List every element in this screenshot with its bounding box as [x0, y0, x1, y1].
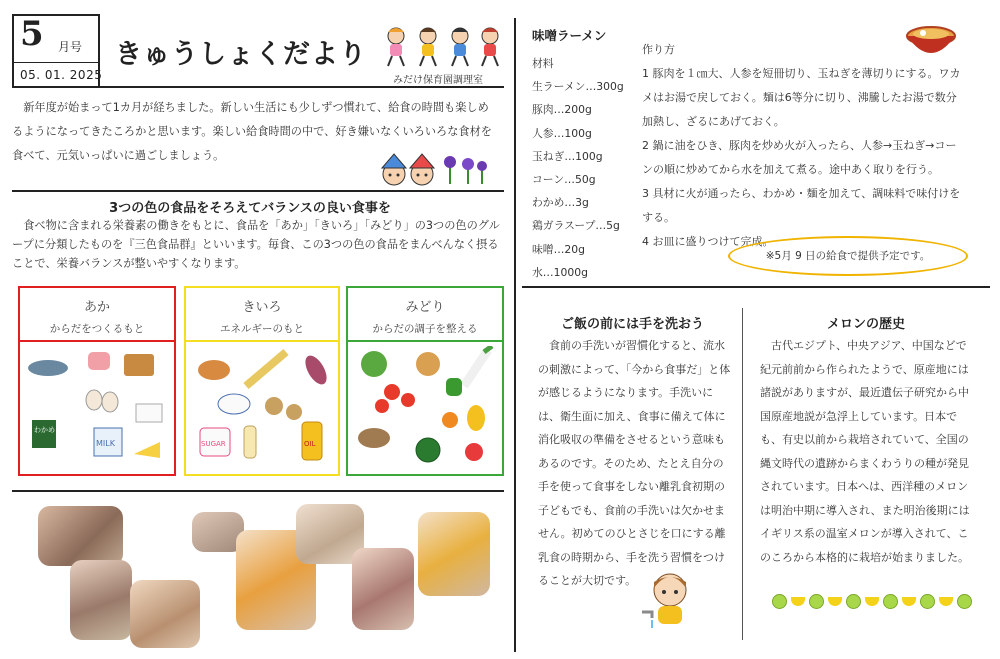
milk-label: MILK [96, 439, 115, 448]
banana-icon [828, 597, 842, 606]
banana-icon [939, 597, 953, 606]
cheese-icon [134, 442, 160, 458]
issue-number: 5 [20, 14, 44, 54]
mayonnaise-icon [244, 426, 256, 458]
group-yellow-divider [186, 340, 338, 342]
children-holding-food-photo [418, 512, 490, 596]
child-figure-icon [420, 28, 436, 66]
recipe-step: 1 豚肉を１㎝大、人参を短冊切り、玉ねぎを薄切りにする。ワカメはお湯で戻しておく。麺は6等分に切り、沸騰したお湯で数分加熱し、ざるにあげておく。 [642, 67, 961, 128]
group-red-box [18, 286, 176, 476]
food-groups-heading: 3つの色の食品をそろえてバランスの良い食事を [109, 201, 391, 216]
ingredient-item: 水…1000g [532, 265, 588, 279]
melon-icon [920, 594, 935, 609]
photo-divider [12, 490, 504, 492]
egg-icon [102, 392, 118, 412]
group-green-box [346, 286, 504, 476]
oil-label: OIL [304, 440, 316, 448]
meal-tray-photo [130, 580, 200, 648]
kabuto-child-icon [410, 154, 434, 185]
food-groups-text: 食べ物に含まれる栄養素の働きをもとに、食品を「あか」「きいろ」「みどり」の3つの色のグループに分類したものを『三色食品群』といいます。毎食、この3つの色の食品をまんべんなく摂ることで、栄養バランスが整いやすくなります。 [12, 219, 500, 270]
group-yellow-title: きいろ [242, 300, 282, 315]
ingredient-item: 玉ねぎ…100g [532, 149, 603, 163]
serving-note: ※5月 9 日の給食で提供予定です。 [765, 250, 931, 262]
orange-icon [442, 412, 458, 428]
fruit-decoration-row [772, 590, 972, 612]
seaweed-label: わかめ [34, 426, 55, 434]
melon-icon [846, 594, 861, 609]
tomato-icon [401, 393, 415, 407]
daikon-icon [464, 350, 488, 386]
ingredient-item: 人参…100g [532, 126, 592, 140]
child-figure-icon [452, 28, 468, 66]
handwashing-child-icon [636, 568, 706, 630]
ingredient-item: 鶏ガラスープ…5g [532, 219, 620, 233]
green-foods-illustration [352, 346, 498, 470]
recipe-step: 3 具材に火が通ったら、わかめ・麺を加えて、調味料で味付けをする。 [642, 187, 961, 224]
kids-iris-illustration [378, 150, 488, 188]
potato-icon [265, 397, 283, 415]
right-column-divider [742, 308, 743, 640]
group-yellow-box [184, 286, 340, 476]
watermelon-icon [416, 438, 440, 462]
group-green-title: みどり [405, 300, 445, 315]
recipe-title: 味噌ラーメン [532, 28, 607, 43]
cabbage-icon [361, 351, 387, 377]
fish-icon [28, 360, 68, 376]
issue-divider [12, 62, 100, 63]
recipe-step: 4 お皿に盛りつけて完成。 [642, 235, 774, 248]
issue-unit: 月号 [58, 40, 83, 54]
seaweed-icon [32, 420, 56, 448]
tomato-icon [384, 384, 400, 400]
rice-bowl-icon [218, 394, 250, 414]
melon-icon [772, 594, 787, 609]
ingredients-list [532, 52, 624, 284]
howto-label: 作り方 [642, 43, 675, 56]
apple-icon [465, 443, 483, 461]
yellow-foods-illustration [190, 346, 336, 470]
onion-icon [416, 352, 440, 376]
natto-icon [124, 354, 154, 376]
mushroom-icon [358, 428, 390, 448]
child-eating-photo [38, 506, 123, 566]
child-eating-photo [352, 548, 414, 630]
group-green-description: からだの調子を整える [372, 323, 478, 335]
ingredients-label: 材料 [532, 57, 554, 70]
handwash-text: 食前の手洗いが習慣化すると、流水の刺激によって、「今から食事だ」と体が感じるようになります。手洗いには、衛生面に加え、食事に備えて体に消化吸収の準備をさせるという意味もあるのです。そのため、たとえ自分の手を使って食事をしない離乳食初期の子どもでも、食前の手洗いは欠かせません。初めてのひとさじを口にする離乳食の時期から、手を洗う習慣をつけることが大切です。 [538, 339, 731, 587]
tofu-icon [136, 404, 162, 422]
recipe-steps [642, 62, 962, 254]
header-divider [12, 86, 504, 88]
melon-text: 古代エジプト、中央アジア、中国などで紀元前前から作られたようで、原産地には諸説がありますが、最近遺伝子研究から中国原産地説が急浮上しています。日本でも、有史以前から栽培されていて、全国の縄文時代の遺跡からまくわうりの種が発見されています。日本へは、西洋種のメロンは明治中期に導入され、また明治後期にはイギリス系の温室メロンが導入されて、このころから本格的に栽培が始まりました。 [760, 339, 970, 564]
bread-icon [198, 360, 230, 380]
ingredient-item: わかめ…3g [532, 196, 589, 210]
ramen-bowl-icon [905, 20, 957, 62]
page-title: きゅうしょくだより [115, 39, 367, 70]
egg-icon [86, 390, 102, 410]
banana-icon [865, 597, 879, 606]
melon-heading: メロンの歴史 [826, 317, 905, 332]
column-divider [514, 18, 516, 652]
ingredient-item: 豚肉…200g [532, 103, 592, 117]
tomato-icon [375, 399, 389, 413]
ingredient-item: 生ラーメン…300g [532, 80, 624, 94]
pineapple-icon [467, 405, 485, 431]
child-figure-icon [388, 28, 404, 66]
red-foods-illustration [24, 346, 170, 470]
child-figure-icon [482, 28, 498, 66]
sugar-label: SUGAR [201, 440, 226, 448]
running-children-illustration [380, 22, 505, 68]
recipe-step: 2 鍋に油をひき、豚肉を炒め火が入ったら、人参→玉ねぎ→コーンの順に炒めてから水を加えて煮る。途中あく取りを行う。 [642, 139, 957, 176]
udon-icon [246, 352, 286, 386]
group-red-description: からだをつくるもと [49, 323, 145, 335]
melon-icon [883, 594, 898, 609]
group-green-divider [348, 340, 502, 342]
iris-flower-icon [444, 156, 487, 184]
banana-icon [791, 597, 805, 606]
organization-name: みだけ保育園調理室 [393, 75, 483, 86]
section-divider [12, 190, 504, 192]
potato-icon [286, 404, 302, 420]
ingredient-item: コーン…50g [532, 173, 596, 187]
banana-icon [902, 597, 916, 606]
melon-icon [809, 594, 824, 609]
child-eating-photo [70, 560, 132, 640]
ham-icon [88, 352, 110, 370]
right-section-divider [522, 286, 990, 288]
group-red-title: あか [83, 300, 110, 315]
issue-date: 05. 01. 2025 [20, 68, 103, 82]
kabuto-child-icon [382, 154, 406, 185]
sweet-potato-icon [301, 352, 331, 388]
ingredient-item: 味噌…20g [532, 242, 585, 256]
green-pepper-icon [446, 378, 462, 396]
handwash-heading: ご飯の前には手を洗おう [560, 317, 704, 332]
intro-paragraph: 新年度が始まって1カ月が経ちました。新しい生活にも少しずつ慣れて、給食の時間も楽しめるようになってきたころかと思います。楽しい給食時間の中で、好き嫌いなくいろいろな食材を食べて、元気いっぱいに過ごしましょう。 [12, 101, 492, 162]
group-red-divider [20, 340, 174, 342]
group-yellow-description: エネルギーのもと [220, 323, 304, 335]
melon-icon [957, 594, 972, 609]
